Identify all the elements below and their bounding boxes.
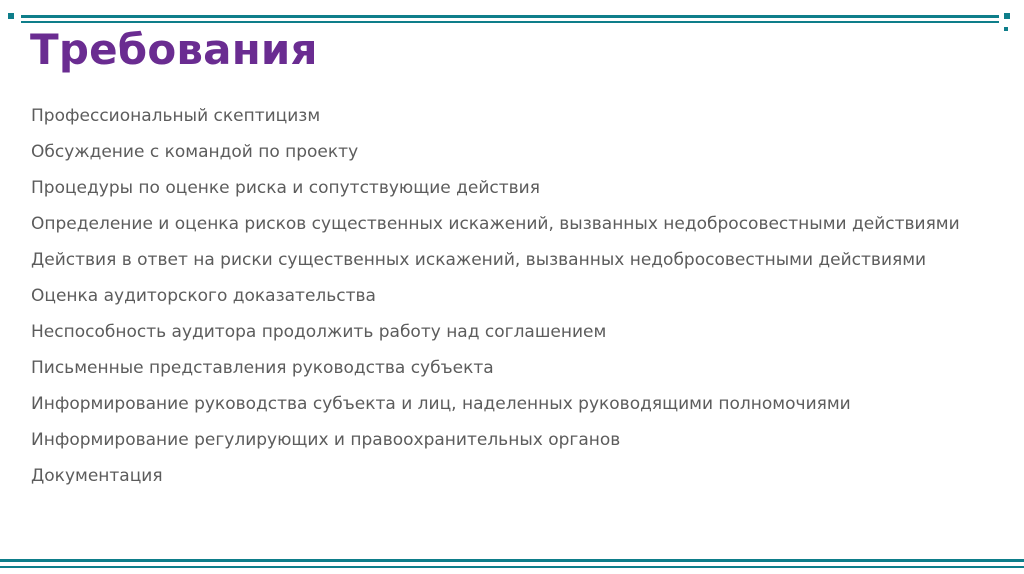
decorative-square <box>8 13 14 19</box>
list-item: Информирование регулирующих и правоохранительных органов <box>31 430 621 450</box>
decorative-square <box>1004 13 1010 19</box>
list-item: Документация <box>31 466 163 486</box>
slide-title: Требования <box>30 25 318 74</box>
list-item: Действия в ответ на риски существенных искажений, вызванных недобросовестными действиями <box>31 250 927 270</box>
list-item: Определение и оценка рисков существенных искажений, вызванных недобросовестными действиями <box>31 214 960 234</box>
list-item: Обсуждение с командой по проекту <box>31 142 359 162</box>
list-item: Оценка аудиторского доказательства <box>31 286 376 306</box>
list-item: Письменные представления руководства субъекта <box>31 358 494 378</box>
bottom-rule-thin <box>0 566 1024 568</box>
list-item: Процедуры по оценке риска и сопутствующие действия <box>31 178 540 198</box>
top-rule <box>21 15 999 18</box>
bottom-rule <box>0 559 1024 562</box>
list-item: Профессиональный скептицизм <box>31 106 321 126</box>
list-item: Неспособность аудитора продолжить работу над соглашением <box>31 322 607 342</box>
list-item: Информирование руководства субъекта и лиц, наделенных руководящими полномочиями <box>31 394 851 414</box>
decorative-square-small <box>1004 27 1008 31</box>
requirements-list <box>31 105 1001 501</box>
